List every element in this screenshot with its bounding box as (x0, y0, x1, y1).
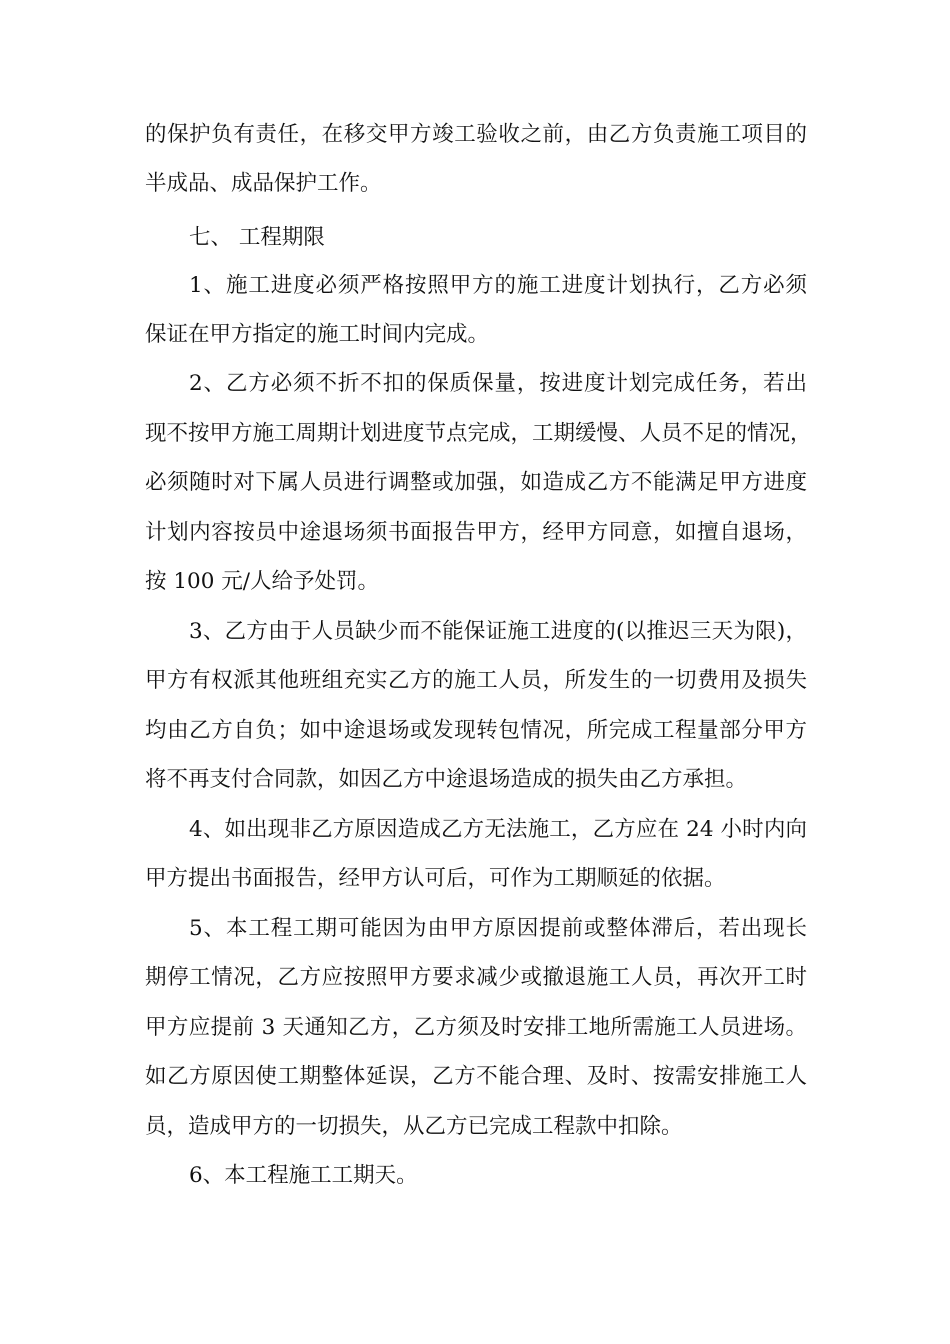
text-line: 按 100 元/人给予处罚。 (145, 569, 379, 594)
text-line: 的保护负有责任，在移交甲方竣工验收之前，由乙方负责施工项目的 (145, 122, 807, 147)
text-line: 保证在甲方指定的施工时间内完成。 (145, 322, 490, 347)
text-line: 必须随时对下属人员进行调整或加强，如造成乙方不能满足甲方进度 (145, 470, 807, 495)
section-heading: 七、 工程期限 (189, 225, 325, 250)
text-line: 计划内容按员中途退场须书面报告甲方，经甲方同意，如擅自退场， (145, 520, 807, 545)
text-line: 甲方有权派其他班组充实乙方的施工人员，所发生的一切费用及损失 (145, 668, 807, 693)
text-line: 4、如出现非乙方原因造成乙方无法施工，乙方应在 24 小时内向 (189, 817, 807, 842)
text-line: 均由乙方自负；如中途退场或发现转包情况，所完成工程量部分甲方 (145, 718, 807, 743)
text-line: 5、本工程工期可能因为由甲方原因提前或整体滞后，若出现长 (189, 916, 807, 941)
text-line: 员，造成甲方的一切损失，从乙方已完成工程款中扣除。 (145, 1114, 683, 1139)
text-line: 甲方提出书面报告，经甲方认可后，可作为工期顺延的依据。 (145, 866, 726, 891)
text-line: 2、乙方必须不折不扣的保质保量，按进度计划完成任务，若出 (189, 371, 807, 396)
text-line: 3、乙方由于人员缺少而不能保证施工进度的(以推迟三天为限)， (189, 619, 807, 644)
text-line: 期停工情况，乙方应按照甲方要求减少或撤退施工人员，再次开工时 (145, 965, 807, 990)
text-line: 将不再支付合同款，如因乙方中途退场造成的损失由乙方承担。 (145, 767, 748, 792)
text-line: 甲方应提前 3 天通知乙方，乙方须及时安排工地所需施工人员进场。 (145, 1015, 807, 1040)
text-line: 现不按甲方施工周期计划进度节点完成，工期缓慢、人员不足的情况， (145, 421, 812, 446)
text-line: 6、本工程施工工期天。 (189, 1163, 418, 1188)
text-line: 半成品、成品保护工作。 (145, 171, 382, 196)
text-line: 1、施工进度必须严格按照甲方的施工进度计划执行，乙方必须 (189, 273, 807, 298)
text-line: 如乙方原因使工期整体延误，乙方不能合理、及时、按需安排施工人 (145, 1064, 807, 1089)
